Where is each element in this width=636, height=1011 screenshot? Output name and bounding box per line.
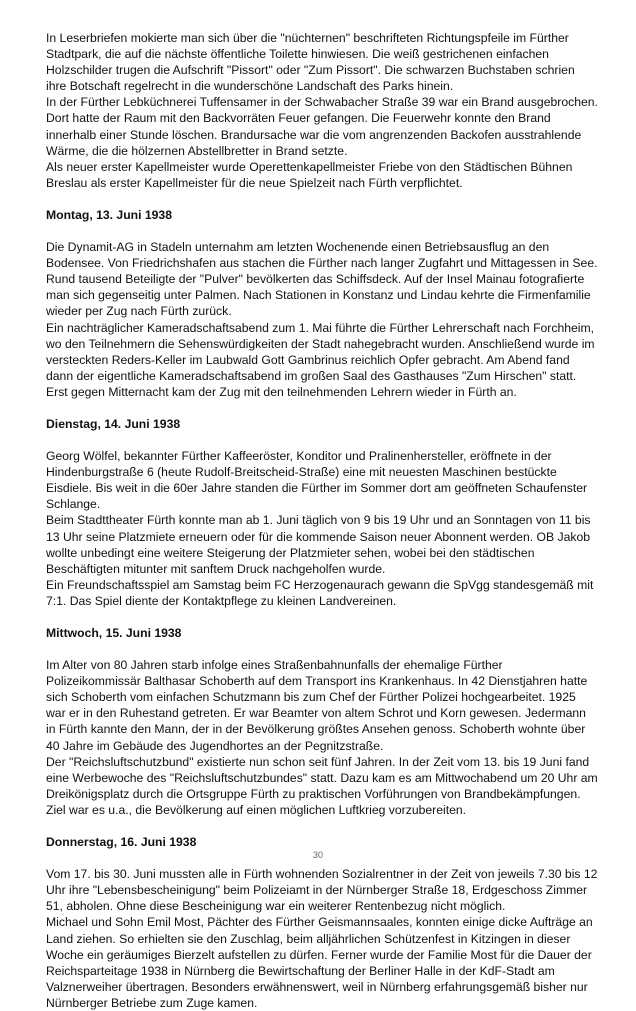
paragraph-leserbriefe: In Leserbriefen mokierte man sich über die "nüchternen" beschrifteten Richtungspfeile im Fürther Stadtpark, die auf die nächste öffentliche Toilette hinwiesen. Die weiß gestrichenen einfachen Holzschilder trugen die Aufschrift "Pissort" oder "Zum Pissort". Die schwarzen Buchstaben schrien ihre Botschaft regelrecht in die wunderschöne Landschaft des Parks hinein. — [46, 31, 575, 94]
paragraph: Die Dynamit-AG in Stadeln unternahm am letzten Wochenende einen Betriebsausflug an den Bodensee. Von Friedrichshafen aus stachen die Fürther nach langer Zugfahrt und Mittagessen in See. Rund tausend Beteiligte der "Pulver" bevölkerten das Schiffsdeck. Auf der Insel Mainau fotografierte man sich gegenseitig unter Palmen. Nach Stationen in Konstanz und Lindau kehrte die Firmenfamilie wieder per Zug nach Fürth zurück. — [46, 240, 598, 319]
section-dienstag — [46, 416, 598, 609]
paragraph: Georg Wölfel, bekannter Fürther Kaffeeröster, Konditor und Pralinenhersteller, eröffnete in der Hindenburgstraße 6 (heute Rudolf-Breitscheid-Straße) eine mit neuesten Maschinen bestückte Eisdiele. Bis weit in die 60er Jahre standen die Fürther im Sommer dort am geöffneten Schaufenster Schlange. — [46, 449, 588, 512]
section-donnerstag — [46, 834, 598, 1011]
paragraph: Vom 17. bis 30. Juni mussten alle in Fürth wohnenden Sozialrentner in der Zeit von jeweils 7.30 bis 12 Uhr ihre "Lebensbescheinigung" beim Polizeiamt in der Nürnberger Straße 18, Erdgeschoss Zimmer 51, abholen. Ohne diese Bescheinigung war ein weiterer Rentenbezug nicht möglich. — [46, 867, 598, 914]
section-montag — [46, 207, 598, 400]
paragraph: Ein Freundschaftsspiel am Samstag beim FC Herzogenaurach gewann die SpVgg standesgemäß mit 7:1. Das Spiel diente der Kontaktpflege zu kleinen Landvereinen. — [46, 577, 594, 608]
section-heading: Montag, 13. Juni 1938 — [46, 207, 172, 222]
paragraph-kapellmeister: Als neuer erster Kapellmeister wurde Operettenkapellmeister Friebe von den Städtischen Bühnen Breslau als erster Kapellmeister für die neue Spielzeit nach Fürth verpflichtet. — [46, 159, 573, 190]
section-mittwoch — [46, 625, 598, 818]
section-heading: Mittwoch, 15. Juni 1938 — [46, 626, 182, 640]
section-heading: Donnerstag, 16. Juni 1938 — [46, 835, 197, 850]
paragraph: Michael und Sohn Emil Most, Pächter des Fürther Geismannsaales, konnten einige dicke Aufträge an Land ziehen. So erhielten sie den Zuschlag, beim alljährlichen Schützenfest in Kitzingen in dieser Woche ein geräumiges Bierzelt aufstellen zu dürfen. Ferner wurde der Familie Most für die Dauer der Reichsparteitage 1938 in Nürnberg die Bewirtschaftung der Berliner Halle in der KdF-Stadt am Valznerweiher übertragen. Besonders erwähnenswert, weil in Nürnberg erfahrungsgemäß bisher nur Nürnberger Betriebe zum Zuge kamen. — [46, 915, 593, 1010]
page-number: 30 — [312, 850, 323, 860]
section-heading: Dienstag, 14. Juni 1938 — [46, 416, 181, 431]
paragraph: Der "Reichsluftschutzbund" existierte nun schon seit fünf Jahren. In der Zeit vom 13. bis 19 Juni fand eine Werbewoche des "Reichsluftschutzbundes" statt. Dazu kam es am Mittwochabend um 20 Uhr am Dreikönigsplatz durch die Ortsgruppe Fürth zu praktischen Vorführungen von Brandbekämpfungen. Ziel war es u.a., die Bevölkerung auf einen möglichen Luftkrieg vorzubereiten. — [46, 754, 598, 817]
paragraph: Beim Stadttheater Fürth konnte man ab 1. Juni täglich von 9 bis 19 Uhr und an Sonntagen von 11 bis 13 Uhr seine Platzmiete erneuern oder für die kommende Saison neuer Abonnent werden. OB Jakob wollte unbedingt eine weitere Steigerung der Platzmieter sehen, wobei bei den städtischen Beschäftigten mitunter mit sanftem Druck nachgeholfen wurde. — [46, 513, 591, 576]
document-page — [46, 30, 598, 1011]
paragraph: Ein nachträglicher Kameradschaftsabend zum 1. Mai führte die Fürther Lehrerschaft nach Forchheim, wo den Teilnehmern die Sehenswürdigkeiten der Stadt nahegebracht wurden. Anschließend wurde im versteckten Reders-Keller im Laubwald Gott Gambrinus reichlich Opfer gebracht. Am Abend fand dann der eigentliche Kameradschaftsabend im großen Saal des Gasthauses "Zum Hirschen" statt. Erst gegen Mitternacht kam der Zug mit den teilnehmenden Lehrern wieder in Fürth an. — [46, 320, 595, 399]
paragraph: Im Alter von 80 Jahren starb infolge eines Straßenbahnunfalls der ehemalige Fürther Polizeikommissär Balthasar Schoberth auf dem Transport ins Krankenhaus. In 42 Dienstjahren hatte sich Schoberth vom einfachen Schutzmann bis zum Chef der Fürther Polizei hochgearbeitet. 1925 war er in den Ruhestand getreten. Er war Beamter von altem Schrot und Korn gewesen. Jedermann in Fürth kannte den Mann, der in der Bevölkerung größtes Ansehen genoss. Schoberth wohnte über 40 Jahre im Gebäude des Jugendhortes an der Pegnitzstraße. — [46, 658, 588, 753]
paragraph-brand-lebkuechnerei: In der Fürther Lebküchnerei Tuffensamer in der Schwabacher Straße 39 war ein Brand ausgebrochen. Dort hatte der Raum mit den Backvorräten Feuer gefangen. Die Feuerwehr konnte den Brand innerhalb einer Stunde löschen. Brandursache war die vom angrenzenden Backofen ausstrahlende Wärme, die die hölzernen Abstellbretter in Brand setzte. — [46, 95, 598, 158]
